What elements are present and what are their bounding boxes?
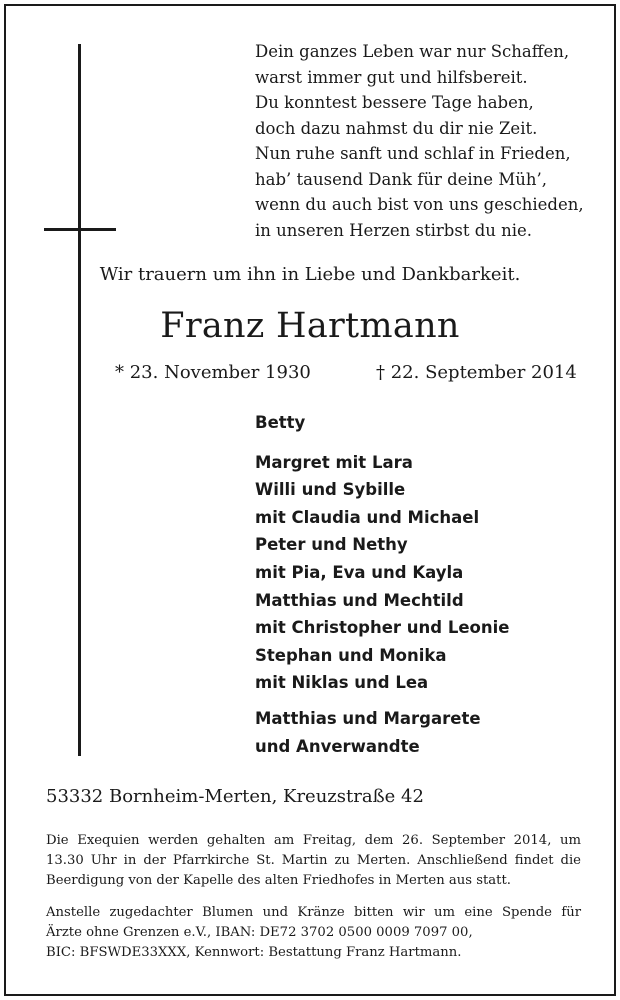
notice-line: Ärzte ohne Grenzen e.V., IBAN: DE72 3702 0500 0009 7097 00, [46, 925, 473, 940]
birth-date: * 23. November 1930 [115, 362, 311, 383]
bereaved-entry: mit Claudia und Michael [255, 507, 480, 527]
notice-line: Die Exequien werden gehalten am Freitag, dem 26. September 2014, um [46, 833, 581, 848]
bereaved-entry: Matthias und Mechtild [255, 590, 464, 610]
notice-line: BIC: BFSWDE33XXX, Kennwort: Bestattung Franz Hartmann. [46, 945, 462, 960]
poem-line: Nun ruhe sanft und schlaf in Frieden, [255, 144, 571, 163]
bereaved-entry: Margret mit Lara [255, 452, 413, 472]
obituary-frame [4, 4, 616, 996]
bereaved-entry: mit Niklas und Lea [255, 673, 429, 693]
poem-line: hab’ tausend Dank für deine Müh’, [255, 169, 547, 189]
notice-line: Anstelle zugedachter Blumen und Kränze bitten wir um eine Spende für [46, 905, 581, 920]
poem-line: doch dazu nahmst du dir nie Zeit. [255, 118, 538, 138]
bereaved-family [255, 449, 510, 697]
bereaved-entry: Willi und Sybille [255, 480, 406, 500]
bereaved-others [255, 705, 510, 760]
poem-line: wenn du auch bist von uns geschieden, [255, 195, 584, 214]
poem-line: warst immer gut und hilfsbereit. [255, 67, 528, 87]
bereaved-list [255, 409, 510, 760]
cross-horizontal-bar [44, 228, 116, 231]
mourning-line: Wir trauern um ihn in Liebe und Dankbarkeit. [99, 264, 521, 285]
funeral-notice [46, 831, 581, 891]
notice-line: 13.30 Uhr in der Pfarrkirche St. Martin zu Merten. Anschließend findet die [46, 853, 581, 868]
bereaved-entry: und Anverwandte [255, 736, 420, 756]
donation-notice [46, 903, 581, 963]
family-address: 53332 Bornheim-Merten, Kreuzstraße 42 [46, 786, 424, 807]
bereaved-entry: Matthias und Margarete [255, 708, 481, 728]
bereaved-spouse: Betty [255, 413, 306, 432]
bereaved-entry: mit Pia, Eva und Kayla [255, 562, 464, 582]
memorial-poem [255, 39, 595, 243]
cross-vertical-bar [78, 44, 81, 756]
poem-line: Dein ganzes Leben war nur Schaffen, [255, 42, 570, 61]
death-date: † 22. September 2014 [376, 362, 577, 383]
notice-line: Beerdigung von der Kapelle des alten Friedhofes in Merten aus statt. [46, 873, 511, 888]
bereaved-entry: mit Christopher und Leonie [255, 618, 510, 638]
bereaved-entry: Stephan und Monika [255, 645, 447, 665]
deceased-name: Franz Hartmann [160, 306, 460, 346]
poem-line: Du konntest bessere Tage haben, [255, 93, 534, 112]
bereaved-entry: Peter und Nethy [255, 535, 408, 555]
poem-line: in unseren Herzen stirbst du nie. [255, 220, 533, 240]
